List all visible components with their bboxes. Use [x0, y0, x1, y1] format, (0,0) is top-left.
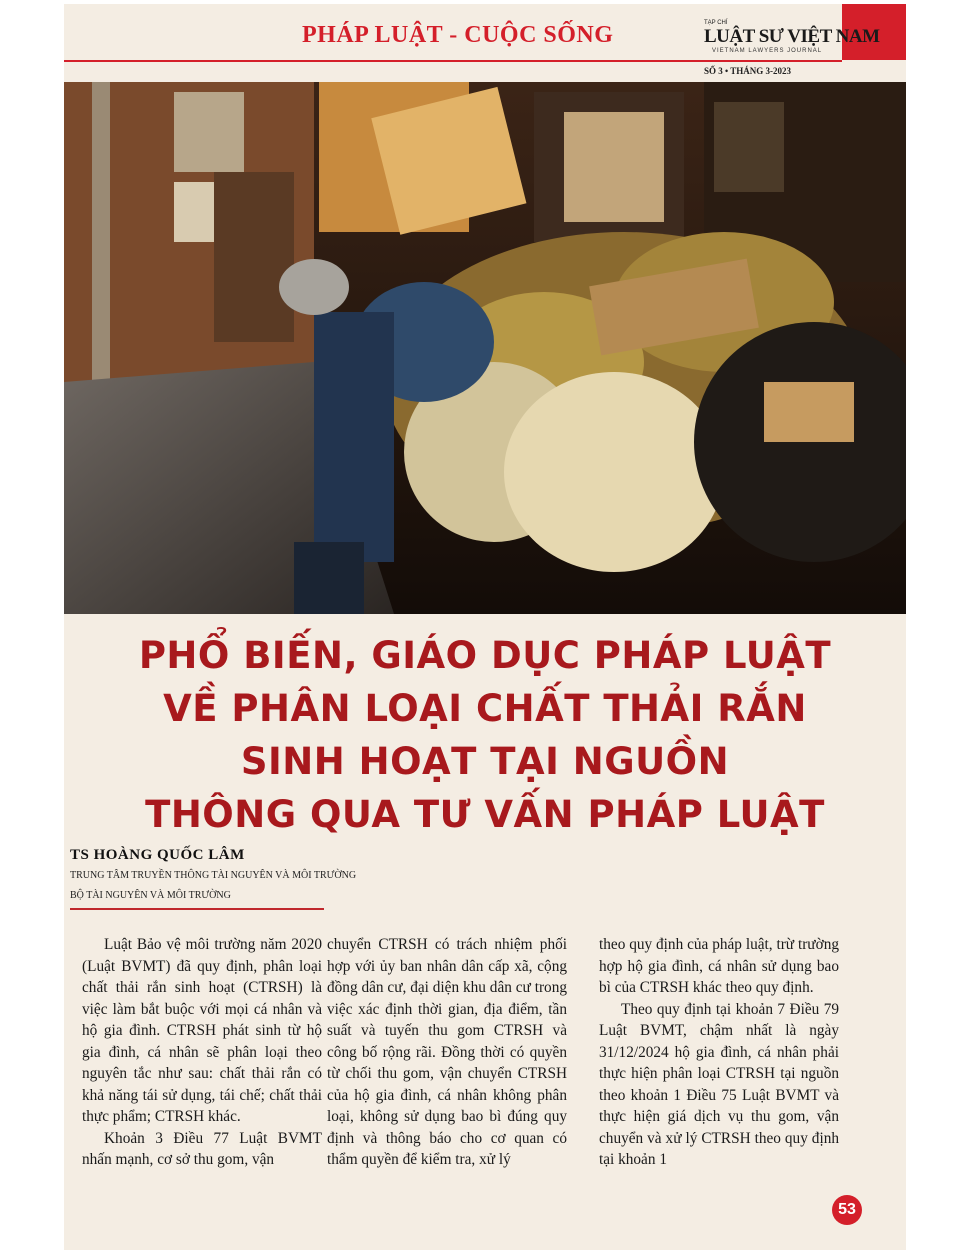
body-column-3 [599, 934, 839, 1171]
body-column-2 [327, 934, 567, 1171]
author-affiliation-1: TRUNG TÂM TRUYỀN THÔNG TÀI NGUYÊN VÀ MÔI TRƯỜNG [70, 870, 357, 881]
title-line-2: VỀ PHÂN LOẠI CHẤT THẢI RẮN [163, 687, 807, 730]
title-line-4: THÔNG QUA TƯ VẤN PHÁP LUẬT [145, 793, 825, 836]
masthead-label: TẠP CHÍ [704, 20, 728, 26]
section-heading: PHÁP LUẬT - CUỘC SỐNG [302, 22, 614, 48]
magazine-page [64, 4, 906, 1250]
header-divider [64, 60, 842, 62]
author-name: TS HOÀNG QUỐC LÂM [70, 847, 245, 863]
paragraph: Theo quy định tại khoản 7 Điều 79 Luật BVMT, chậm nhất là ngày 31/12/2024 hộ gia đình, cá nhân phải thực hiện phân loại CTRSH tại nguồn theo khoản 1 Điều 75 Luật BVMT và thực hiện giá dịch vụ thu gom, vận chuyển và xử lý CTRSH theo quy định tại khoản 1 [599, 1000, 839, 1168]
author-divider [70, 908, 324, 910]
article-title [64, 629, 906, 841]
author-affiliation-2: BỘ TÀI NGUYÊN VÀ MÔI TRƯỜNG [70, 890, 231, 901]
article-photo [64, 82, 906, 614]
magazine-masthead: LUẬT SƯ VIỆT NAM [704, 26, 880, 47]
body-column-1 [82, 934, 322, 1171]
paragraph: Khoản 3 Điều 77 Luật BVMT nhấn mạnh, cơ sở thu gom, vận [82, 1129, 322, 1168]
issue-number: SỐ 3 • THÁNG 3-2023 [704, 66, 791, 76]
paragraph: Luật Bảo vệ môi trường năm 2020 (Luật BVMT) đã quy định, phân loại chất thải rắn sinh hoạt (CTRSH) là việc làm bắt buộc với mọi cá nhân và hộ gia đình. CTRSH phát sinh từ hộ gia đình, cá nhân sẽ phân loại theo nguyên tắc như sau: chất thải rắn có khả năng tái sử dụng, tái chế; chất thải thực phẩm; CTRSH khác. [82, 936, 322, 1125]
masthead-subtitle: VIETNAM LAWYERS JOURNAL [712, 48, 823, 54]
title-line-1: PHỔ BIẾN, GIÁO DỤC PHÁP LUẬT [138, 634, 832, 677]
paragraph: theo quy định của pháp luật, trừ trường hợp hộ gia đình, cá nhân sử dụng bao bì của CTRSH khác theo quy định. [599, 936, 839, 996]
page-number-badge: 53 [832, 1195, 862, 1225]
paragraph: chuyển CTRSH có trách nhiệm phối hợp với ủy ban nhân dân cấp xã, cộng đồng dân cư, đại diện khu dân cư trong việc xác định thời gian, địa điểm, tần suất và tuyến thu gom CTRSH và công bố rộng rãi. Đồng thời có quyền từ chối thu gom, vận chuyển CTRSH của hộ gia đình, cá nhân không phân loại, không sử dụng bao bì đúng quy định và thông báo cho cơ quan có thẩm quyền để kiểm tra, xử lý [327, 936, 567, 1168]
title-line-3: SINH HOẠT TẠI NGUỒN [240, 740, 730, 783]
